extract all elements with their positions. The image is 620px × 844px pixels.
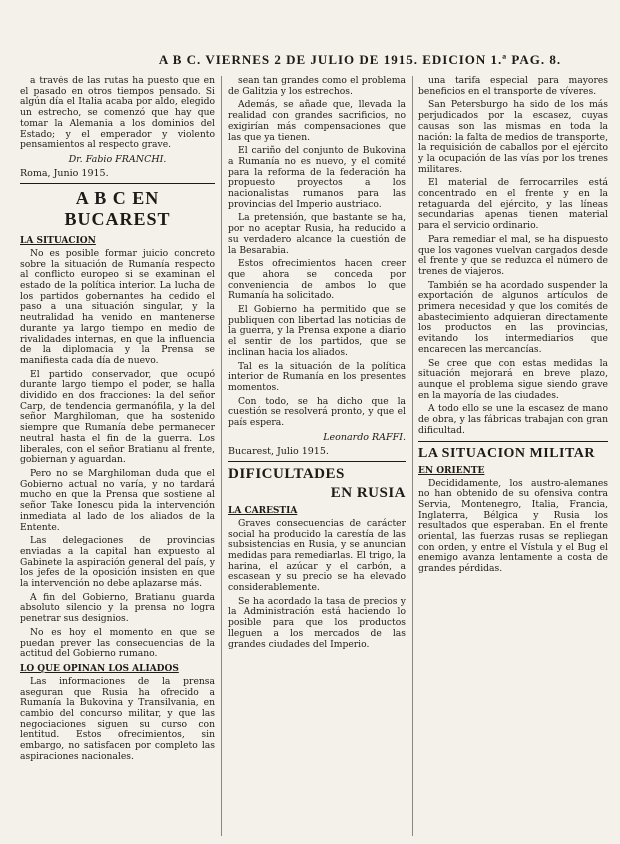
column-2 — [228, 76, 406, 836]
paragraph: Las delegaciones de provincias enviadas a la capital han expuesto al Gabinete la aspiración general del país, y los jefes de la oposición insisten en que la intervención no debe aplazarse más. — [20, 535, 215, 590]
paragraph: A todo ello se une la escasez de mano de obra, y las fábricas trabajan con gran dificultad. — [418, 403, 608, 436]
page-header: A B C. VIERNES 2 DE JULIO DE 1915. EDICION 1.ª PAG. 8. — [158, 52, 562, 67]
column-1 — [20, 76, 215, 836]
paragraph: No es hoy el momento en que se puedan prever las consecuencias de la actitud del Gobierno rumano. — [20, 626, 215, 660]
paragraph: Estos ofrecimientos hacen creer que ahora se conceda por conveniencia de ambos lo que Rumanía ha solicitado. — [228, 258, 406, 302]
column-3 — [418, 76, 608, 836]
section-subhead: LA CARESTIA — [228, 505, 298, 516]
paragraph: No es posible formar juicio concreto sobre la situación de Rumanía respecto al conflicto europeo si se examinan el estado de la política interior. La lucha de los partidos gobernantes ha cedido el paso a una situación singular, y la neutralidad ha venido en mantenerse durante ya largo tiempo en medio de rivalidades internas, en que la influencia de la diplomacia y la Prensa se manifiesta cada día de nuevo. — [20, 247, 215, 366]
paragraph: Se cree que con estas medidas la situación mejorará en breve plazo, aunque el problema sigue siendo grave en la mayoría de las ciudades. — [418, 357, 608, 401]
signature: Leonardo RAFFI. — [323, 431, 406, 443]
dateline: Roma, Junio 1915. — [20, 167, 109, 179]
paragraph: El cariño del conjunto de Bukovina a Rumanía no es nuevo, y el comité para la reforma de la federación ha propuesto proyectos a los nacionalistas rumanos para las provincias del Imperio austriaco. — [228, 145, 406, 210]
paragraph: Las informaciones de la prensa aseguran que Rusia ha ofrecido a Rumanía la Bukovina y Transilvania, en cambio del concurso militar, y que las negociaciones siguen su curso con lentitud. Estos ofrecimientos, sin embargo, no satisfacen por completo las aspiraciones nacionales. — [20, 675, 215, 762]
paragraph: A fin del Gobierno, Bratianu guarda absoluto silencio y la prensa no logra penetrar sus designios. — [20, 591, 215, 625]
paragraph: El Gobierno ha permitido que se publiquen con libertad las noticias de la guerra, y la Prensa expone a diario el sentir de los partidos, que se inclinan hacia los aliados. — [228, 304, 406, 358]
article-headline: A B C EN BUCAREST — [64, 187, 171, 229]
paragraph: San Petersburgo ha sido de los más perjudicados por la escasez, cuyas causas son las mismas en toda la nación: la falta de medios de transporte, la requisición de caballos por el ejército y la ocupación de las vías por los trenes militares. — [418, 99, 608, 175]
paragraph: Tal es la situación de la política interior de Rumanía en los presentes momentos. — [228, 360, 406, 393]
paragraph: Se ha acordado la tasa de precios y la Administración está haciendo lo posible para que los productos lleguen a los mercados de las grandes ciudades del Imperio. — [228, 595, 406, 650]
paragraph: El material de ferrocarriles está concentrado en el frente y en la retaguarda del ejército, y las líneas secundarias apenas tienen material para el servicio ordinario. — [418, 177, 608, 232]
section-subhead: LA SITUACION — [20, 235, 96, 246]
paragraph: Decididamente, los austro-alemanes no han obtenido de su ofensiva contra Servia, Montenegro, Italia, Francia, Inglaterra, Bélgica y Rusia los resultados que esperaban. En el frente oriental, las fuerzas rusas se repliegan con orden, y entre el Vístula y el Bug el enemigo avanza lentamente a costa de grandes pérdidas. — [418, 477, 608, 575]
paragraph: También se ha acordado suspender la exportación de algunos artículos de primera necesidad y que los comités de abastecimiento adquieran directamente los productos en las provincias, evitando los intermediarios que encarecen las mercancías. — [418, 279, 608, 355]
divider — [20, 183, 215, 184]
article-headline-line-2: EN RUSIA — [330, 484, 406, 501]
paragraph: Graves consecuencias de carácter social ha producido la carestía de las subsistencias en Rusia, y se anuncian medidas para remediarlas. El trigo, la harina, el azúcar y el carbón, a escasean y su precio se ha elevado considerablemente. — [228, 517, 406, 594]
paragraph: Para remediar el mal, se ha dispuesto que los vagones vuelvan cargados desde el frente y que se reduzca el número de trenes de viajeros. — [418, 233, 608, 277]
divider — [228, 461, 406, 462]
column-rule — [221, 76, 222, 836]
paragraph: Además, se añade que, llevada la realidad con grandes sacrificios, no exigirían más compensaciones que las que ya tienen. — [228, 99, 406, 143]
paragraph: El partido conservador, que ocupó durante largo tiempo el poder, se halla dividido en dos fracciones: la del señor Carp, de tendencia germanófila, y la del señor Marghiloman, que ha sostenido siempre que Rumanía debe permanecer neutral hasta el fin de la guerra. Los liberales, con el señor Bratianu al frente, gobiernan y aguardan. — [20, 368, 215, 466]
paragraph: una tarifa especial para mayores beneficios en el transporte de víveres. — [418, 76, 608, 97]
column-rule — [412, 76, 413, 836]
article-headline: LA SITUACION MILITAR — [418, 445, 595, 461]
section-subhead: EN ORIENTE — [418, 465, 485, 476]
divider — [418, 441, 608, 442]
paragraph: La pretensión, que bastante se ha, por no aceptar Rusia, ha reducido a su verdadero alcance la cuestión de la Besarabia. — [228, 212, 406, 256]
paragraph: Pero no se Marghiloman duda que el Gobierno actual no varía, y no tardará mucho en que la Prensa que sostiene al señor Take Ionescu pida la intervención inmediata al lado de los aliados de la Entente. — [20, 467, 215, 533]
dateline: Bucarest, Julio 1915. — [228, 445, 329, 457]
paragraph: Con todo, se ha dicho que la cuestión se resolverá pronto, y que el país espera. — [228, 395, 406, 429]
paragraph: sean tan grandes como el problema de Galitzia y los estrechos. — [228, 76, 406, 97]
paragraph: a través de las rutas ha puesto que en el pasado en otros tiempos pensado. Si algún día el Italia acaba por aldo, elegido un estrecho, se comenzó que hay que tomar la Alemania a los dominios del Estado; y el emperador y violento pensamientos al respecto grave. — [20, 76, 215, 151]
section-subhead: LO QUE OPINAN LOS ALIADOS — [20, 663, 179, 674]
signature: Dr. Fabio FRANCHI. — [68, 153, 167, 165]
article-headline: DIFICULTADES — [228, 465, 345, 482]
